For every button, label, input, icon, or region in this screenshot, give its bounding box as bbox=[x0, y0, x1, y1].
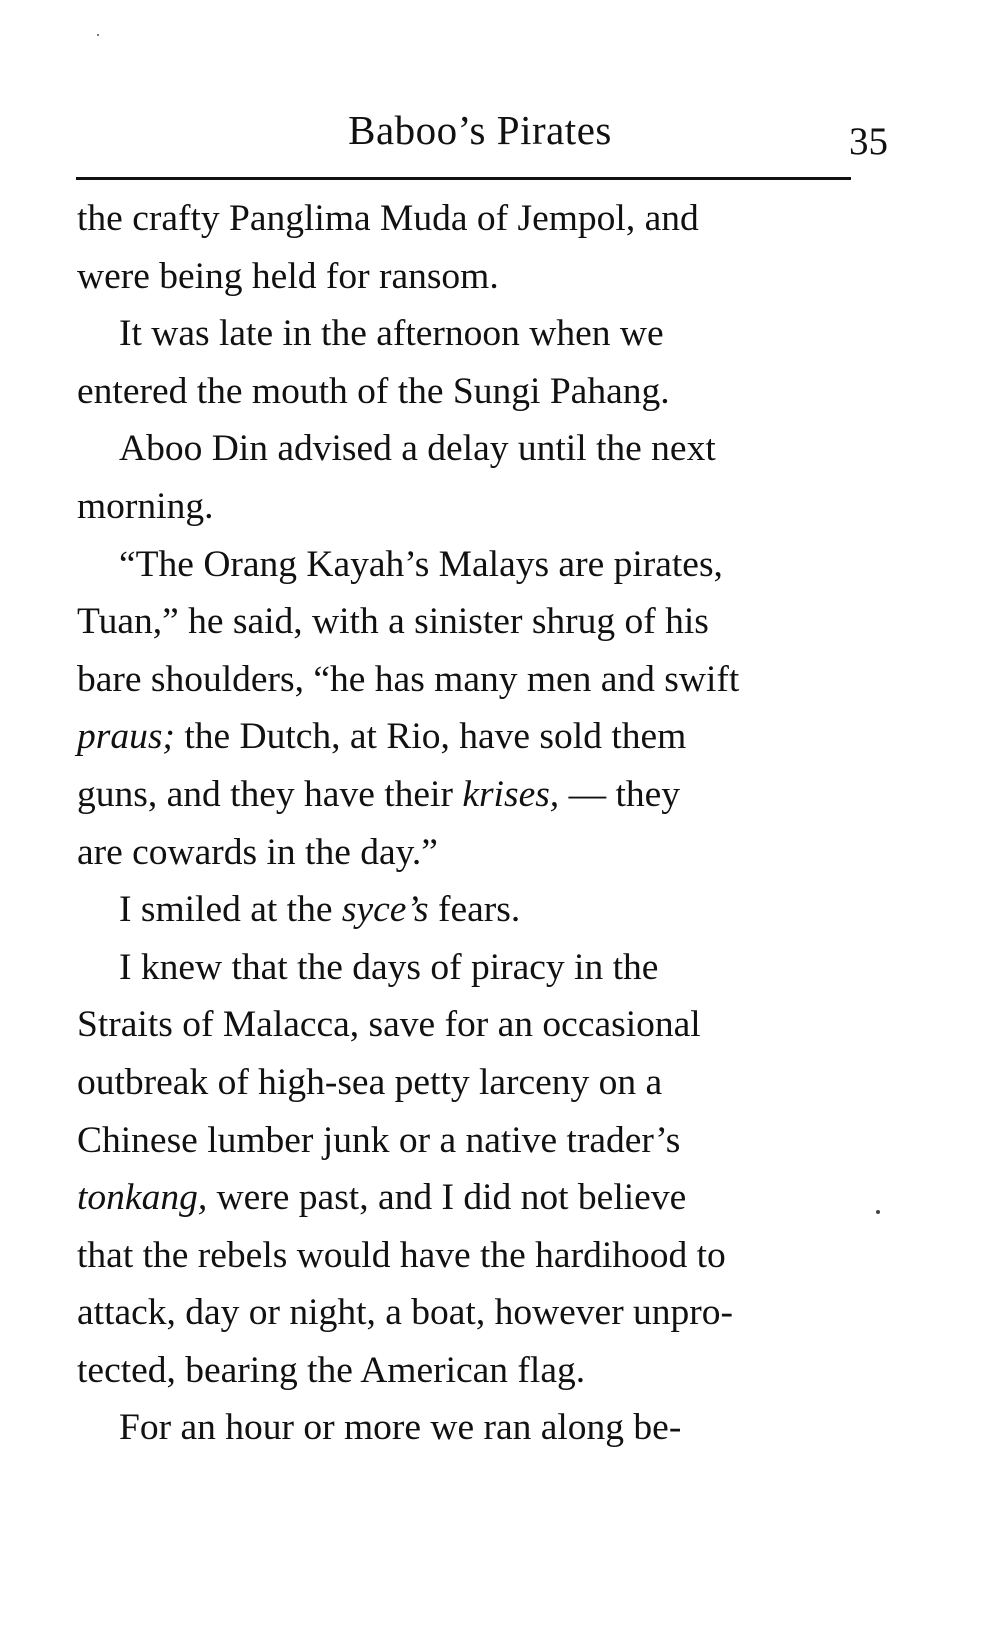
line-text: entered the mouth of the Sungi Pahang. bbox=[77, 370, 670, 412]
body-text bbox=[77, 190, 851, 1457]
italic-word: syce’s bbox=[341, 889, 429, 931]
line-text: Straits of Malacca, save for an occasional bbox=[77, 1004, 701, 1046]
italic-word: praus; bbox=[77, 716, 175, 758]
line-text: It was late in the afternoon when we bbox=[119, 313, 664, 355]
text-line bbox=[77, 420, 851, 478]
text-line bbox=[77, 248, 851, 306]
line-text: are cowards in the day.” bbox=[77, 831, 438, 873]
text-line bbox=[77, 996, 851, 1054]
line-text: Tuan,” he said, with a sinister shrug of his bbox=[77, 601, 709, 643]
italic-word: krises, bbox=[462, 773, 560, 815]
line-text: I knew that the days of piracy in the bbox=[119, 946, 659, 988]
text-line bbox=[77, 1342, 851, 1400]
line-text: tected, bearing the American flag. bbox=[77, 1349, 586, 1391]
line-text: “The Orang Kayah’s Malays are pirates, bbox=[119, 543, 723, 585]
line-text: the crafty Panglima Muda of Jempol, and bbox=[77, 198, 699, 239]
line-text: I smiled at the bbox=[119, 889, 342, 931]
paper-speck bbox=[97, 34, 99, 36]
text-line bbox=[77, 1227, 851, 1285]
text-line bbox=[77, 651, 851, 709]
text-line bbox=[77, 478, 851, 536]
page-number: 35 bbox=[849, 120, 888, 163]
line-text: attack, day or night, a boat, however unpro- bbox=[77, 1292, 734, 1334]
line-text: guns, and they have their bbox=[77, 773, 463, 815]
header-rule bbox=[76, 177, 851, 180]
line-text: — they bbox=[559, 773, 681, 815]
text-line bbox=[77, 536, 851, 594]
text-line bbox=[77, 1112, 851, 1170]
text-line bbox=[77, 305, 851, 363]
text-line bbox=[77, 881, 851, 939]
text-line bbox=[77, 593, 851, 651]
text-line bbox=[77, 766, 851, 824]
line-text: were past, and I did not believe bbox=[207, 1177, 687, 1219]
line-text: bare shoulders, “he has many men and swift bbox=[77, 658, 740, 700]
line-text: outbreak of high-sea petty larceny on a bbox=[77, 1061, 663, 1103]
line-text: morning. bbox=[77, 485, 214, 527]
text-line bbox=[77, 1169, 851, 1227]
text-line bbox=[77, 1284, 851, 1342]
line-text: fears. bbox=[428, 889, 521, 931]
text-line bbox=[77, 1054, 851, 1112]
line-text: the Dutch, at Rio, have sold them bbox=[174, 716, 687, 758]
line-text: that the rebels would have the hardihood to bbox=[77, 1234, 726, 1276]
line-text: Aboo Din advised a delay until the next bbox=[119, 428, 716, 470]
text-line bbox=[77, 824, 851, 882]
text-line bbox=[77, 708, 851, 766]
running-title: Baboo’s Pirates bbox=[348, 107, 612, 153]
line-text: For an hour or more we ran along be- bbox=[119, 1407, 682, 1449]
italic-word: tonkang, bbox=[77, 1177, 208, 1219]
text-line bbox=[77, 363, 851, 421]
line-text: Chinese lumber junk or a native trader’s bbox=[77, 1119, 681, 1161]
paper-speck bbox=[876, 1210, 880, 1214]
line-text: were being held for ransom. bbox=[77, 255, 499, 297]
text-line bbox=[77, 1399, 851, 1457]
text-line bbox=[77, 939, 851, 997]
text-line bbox=[77, 190, 851, 248]
